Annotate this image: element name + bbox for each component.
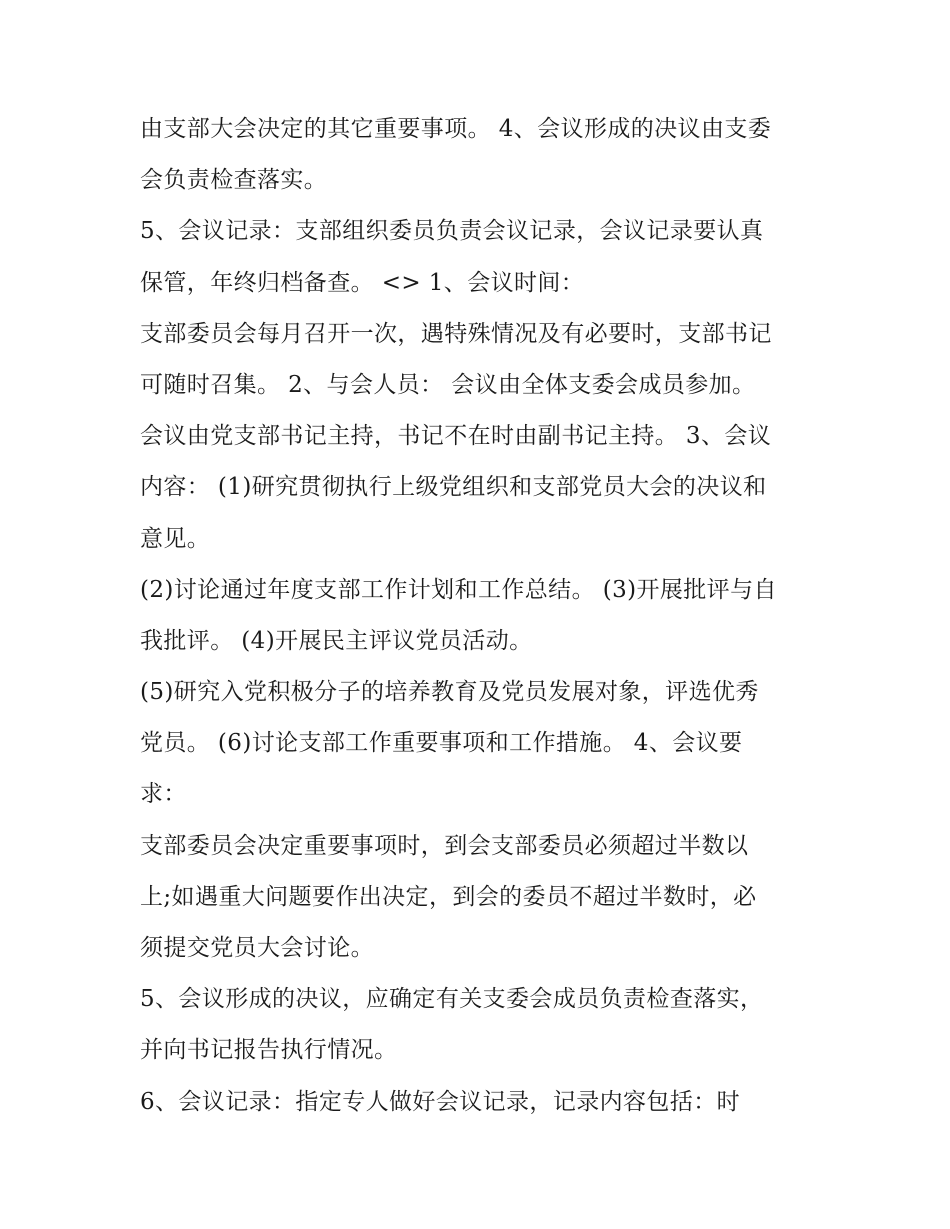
text-line: 会负责检查落实。 [140,167,328,194]
text-line: 支部委员会决定重要事项时，到会支部委员必须超过半数以 [140,832,749,859]
text-line: 内容： (1)研究贯彻执行上级党组织和支部党员大会的决议和 [140,474,767,501]
text-line: 6、会议记录：指定专人做好会议记录，记录内容包括：时 [140,1088,741,1115]
text-line: 须提交党员大会讨论。 [140,935,374,961]
text-line: 会议由党支部书记主持，书记不在时由副书记主持。 3、会议 [140,423,772,450]
text-line: 支部委员会每月召开一次，遇特殊情况及有必要时，支部书记 [140,320,772,347]
text-line: 上;如遇重大问题要作出决定，到会的委员不超过半数时，必 [140,883,757,910]
text-line: 求： [140,781,187,808]
text-line: 党员。 (6)讨论支部工作重要事项和工作措施。 4、会议要 [140,730,743,757]
text-line: 由支部大会决定的其它重要事项。 4、会议形成的决议由支委 [140,116,772,142]
document-body [140,104,830,1128]
text-line: 并向书记报告执行情况。 [140,1037,398,1064]
text-line: 5、会议形成的决议，应确定有关支委会成员负责检查落实， [140,986,764,1013]
text-line: 我批评。 (4)开展民主评议党员活动。 [140,627,533,654]
text-line: 可随时召集。 2、与会人员： 会议由全体支委会成员参加。 [140,371,756,398]
text-line: 意见。 [140,525,211,552]
text-line: 保管，年终归档备查。 <> 1、会议时间： [140,269,585,296]
text-line: (5)研究入党积极分子的培养教育及党员发展对象，评选优秀 [140,679,759,706]
text-line: (2)讨论通过年度支部工作计划和工作总结。 (3)开展批评与自 [140,576,777,603]
text-line: 5、会议记录：支部组织委员负责会议记录，会议记录要认真 [140,218,764,245]
